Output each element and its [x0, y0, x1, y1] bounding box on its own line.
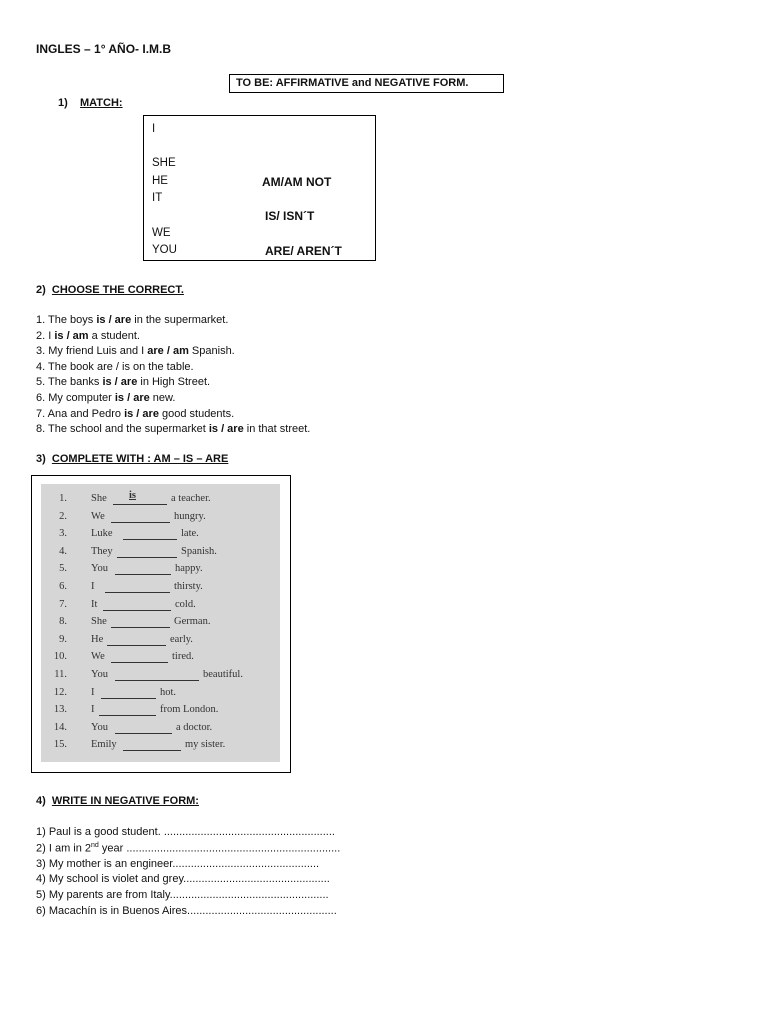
- answer-blank: [111, 616, 170, 628]
- choose-text: 4. The book are / is on the table.: [36, 360, 194, 373]
- exercise-item: [41, 511, 280, 529]
- choose-item: [36, 392, 175, 404]
- item-ending: German.: [174, 616, 211, 628]
- negative-item: [36, 842, 340, 855]
- item-ending: thirsty.: [174, 581, 203, 592]
- exercise-item: [41, 581, 280, 599]
- choose-option: is / am: [54, 329, 89, 342]
- exercise-item: [41, 599, 280, 617]
- negative-text: 5) My parents are from Italy: [36, 889, 170, 902]
- pronoun-i: I: [152, 123, 156, 135]
- pronoun-he: HE: [152, 175, 168, 187]
- item-number-text: 4.: [59, 545, 67, 557]
- item-subject: We: [91, 510, 105, 522]
- answer-dots: ....................................................: [169, 889, 329, 902]
- item-ending: early.: [170, 633, 193, 645]
- item-number-text: 13.: [53, 704, 67, 716]
- answer-blank: [123, 528, 177, 540]
- pronoun-she: SHE: [152, 157, 176, 169]
- item-ending: beautiful.: [203, 669, 243, 680]
- negative-item: [36, 905, 337, 917]
- document-title: INGLES – 1° AÑO- I.M.B: [36, 42, 172, 56]
- answer-blank: [117, 546, 177, 558]
- choose-text: 8. The school and the supermarket: [36, 423, 209, 436]
- item-number-text: 1.: [59, 493, 67, 504]
- choose-text: 6. My computer: [36, 392, 115, 404]
- answer-blank: [115, 722, 172, 734]
- topic-title: TO BE: AFFIRMATIVE and NEGATIVE FORM.: [236, 77, 469, 89]
- exercise-sheet: [41, 484, 280, 762]
- exercise-item: [41, 722, 280, 740]
- item-number-text: 3.: [59, 528, 67, 540]
- answer-blank: [115, 669, 199, 681]
- choose-item: [36, 330, 140, 342]
- item-ending: tired.: [172, 651, 194, 663]
- choose-text: in High Street.: [137, 376, 211, 389]
- answer-blank: [111, 651, 168, 663]
- item-ending: a doctor.: [176, 721, 213, 733]
- item-subject: She: [91, 616, 107, 628]
- item-subject: You: [91, 669, 109, 680]
- choose-text: 5. The banks: [36, 376, 103, 389]
- choose-option: is / are: [124, 407, 159, 420]
- answer-dots: ................................................: [183, 873, 330, 886]
- exercise-item: [41, 739, 280, 757]
- item-subject: They: [91, 545, 113, 557]
- choose-option: is / are: [96, 314, 132, 326]
- answer-blank: [103, 599, 171, 611]
- item-ending: hot.: [160, 686, 177, 698]
- choose-item: [36, 361, 194, 373]
- choose-option: is / are: [208, 423, 244, 436]
- topic-box: [229, 74, 504, 93]
- item-ending: hungry.: [174, 510, 206, 522]
- item-number-text: 9.: [59, 633, 67, 645]
- match-box: [143, 115, 376, 261]
- exercise-item: [41, 490, 280, 511]
- choose-option: is / are: [114, 392, 150, 404]
- exercise-item: [41, 669, 280, 687]
- answer-blank: [111, 511, 170, 523]
- choose-text: 7. Ana and Pedro: [36, 407, 125, 420]
- answer-blank: [113, 493, 167, 505]
- item-subject: I: [91, 704, 95, 716]
- item-number-text: 15.: [53, 739, 67, 751]
- answer-blank: [115, 563, 171, 575]
- item-number-text: 12.: [53, 686, 67, 698]
- answer-dots: ........................................................: [163, 826, 335, 838]
- choose-item: [36, 345, 235, 357]
- exercise-item: [41, 616, 280, 634]
- choose-text: 3. My friend Luis and I: [36, 345, 148, 358]
- exercise-item: [41, 528, 280, 546]
- item-ending: happy.: [175, 563, 203, 575]
- negative-text: 6) Macachín is in Buenos Aires: [36, 905, 188, 917]
- item-subject: You: [91, 721, 109, 733]
- choose-text: new.: [149, 392, 176, 404]
- negative-text: 3) My mother is an engineer: [36, 857, 173, 870]
- pronoun-it: IT: [152, 192, 163, 204]
- negative-item: [36, 889, 329, 901]
- ordinal-suffix: nd: [91, 841, 99, 849]
- verb-is: IS/ ISN´T: [265, 209, 315, 223]
- choose-text: in that street.: [243, 423, 311, 436]
- choose-item: [36, 408, 234, 420]
- item-ending: a teacher.: [171, 493, 211, 504]
- item-number-text: 11.: [54, 669, 67, 680]
- item-subject: He: [91, 633, 104, 645]
- answer-text: is: [129, 490, 137, 501]
- choose-option: are / am: [147, 345, 189, 358]
- choose-text: a student.: [88, 329, 140, 342]
- item-number-text: 10.: [53, 651, 67, 663]
- choose-text: in the supermarket.: [131, 314, 229, 326]
- pronoun-we: WE: [152, 227, 171, 239]
- answer-dots: ......................................................................: [126, 842, 341, 855]
- verb-am: AM/AM NOT: [262, 175, 332, 189]
- section-3-heading: 3) COMPLETE WITH : AM – IS – ARE: [36, 453, 229, 465]
- item-number-text: 7.: [59, 598, 67, 610]
- negative-item: [36, 826, 335, 838]
- verb-are: ARE/ AREN´T: [265, 244, 342, 258]
- exercise-item: [41, 651, 280, 669]
- choose-item: [36, 376, 210, 388]
- item-number-text: 5.: [59, 563, 67, 575]
- item-subject: We: [91, 651, 105, 663]
- choose-item: [36, 423, 310, 435]
- answer-blank: [107, 634, 166, 646]
- item-ending: from London.: [160, 704, 219, 716]
- item-number-text: 8.: [59, 616, 67, 628]
- answer-dots: .................................................: [187, 905, 337, 917]
- item-ending: late.: [181, 528, 199, 540]
- negative-text: 4) My school is violet and grey: [36, 873, 184, 886]
- item-subject: She: [91, 493, 107, 504]
- answer-blank: [123, 739, 181, 751]
- exercise-item: [41, 634, 280, 652]
- item-subject: You: [91, 563, 109, 575]
- item-number-text: 2.: [59, 510, 67, 522]
- choose-text: 1. The boys: [36, 314, 97, 326]
- choose-item: [36, 314, 228, 326]
- item-ending: my sister.: [185, 739, 226, 751]
- choose-option: is / are: [102, 376, 138, 389]
- item-ending: cold.: [175, 598, 196, 610]
- choose-text: Spanish.: [188, 345, 235, 358]
- exercise-item: [41, 563, 280, 581]
- item-number-text: 6.: [59, 581, 67, 592]
- choose-text: good students.: [158, 407, 235, 420]
- item-ending: Spanish.: [181, 545, 217, 557]
- section-2-heading: 2) CHOOSE THE CORRECT.: [36, 284, 184, 296]
- exercise-item: [41, 546, 280, 564]
- item-subject: It: [91, 598, 98, 610]
- answer-blank: [99, 704, 156, 716]
- negative-text: 1) Paul is a good student.: [36, 826, 164, 838]
- section-1-heading: 1) MATCH:: [58, 97, 123, 109]
- section-4-heading: 4) WRITE IN NEGATIVE FORM:: [36, 795, 199, 807]
- negative-text: 2) I am in 2: [36, 842, 92, 855]
- exercise-item: [41, 687, 280, 705]
- item-subject: I: [91, 581, 95, 592]
- negative-text: year: [98, 842, 127, 855]
- answer-blank: [101, 687, 156, 699]
- pronoun-you: YOU: [152, 244, 177, 256]
- choose-text: 2. I: [36, 329, 55, 342]
- answer-dots: ................................................: [172, 857, 320, 870]
- item-subject: I: [91, 686, 95, 698]
- item-number-text: 14.: [53, 721, 67, 733]
- answer-blank: [105, 581, 170, 593]
- negative-item: [36, 858, 319, 870]
- item-subject: Emily: [91, 739, 117, 751]
- item-subject: Luke: [91, 528, 113, 540]
- negative-item: [36, 873, 330, 885]
- exercise-item: [41, 704, 280, 722]
